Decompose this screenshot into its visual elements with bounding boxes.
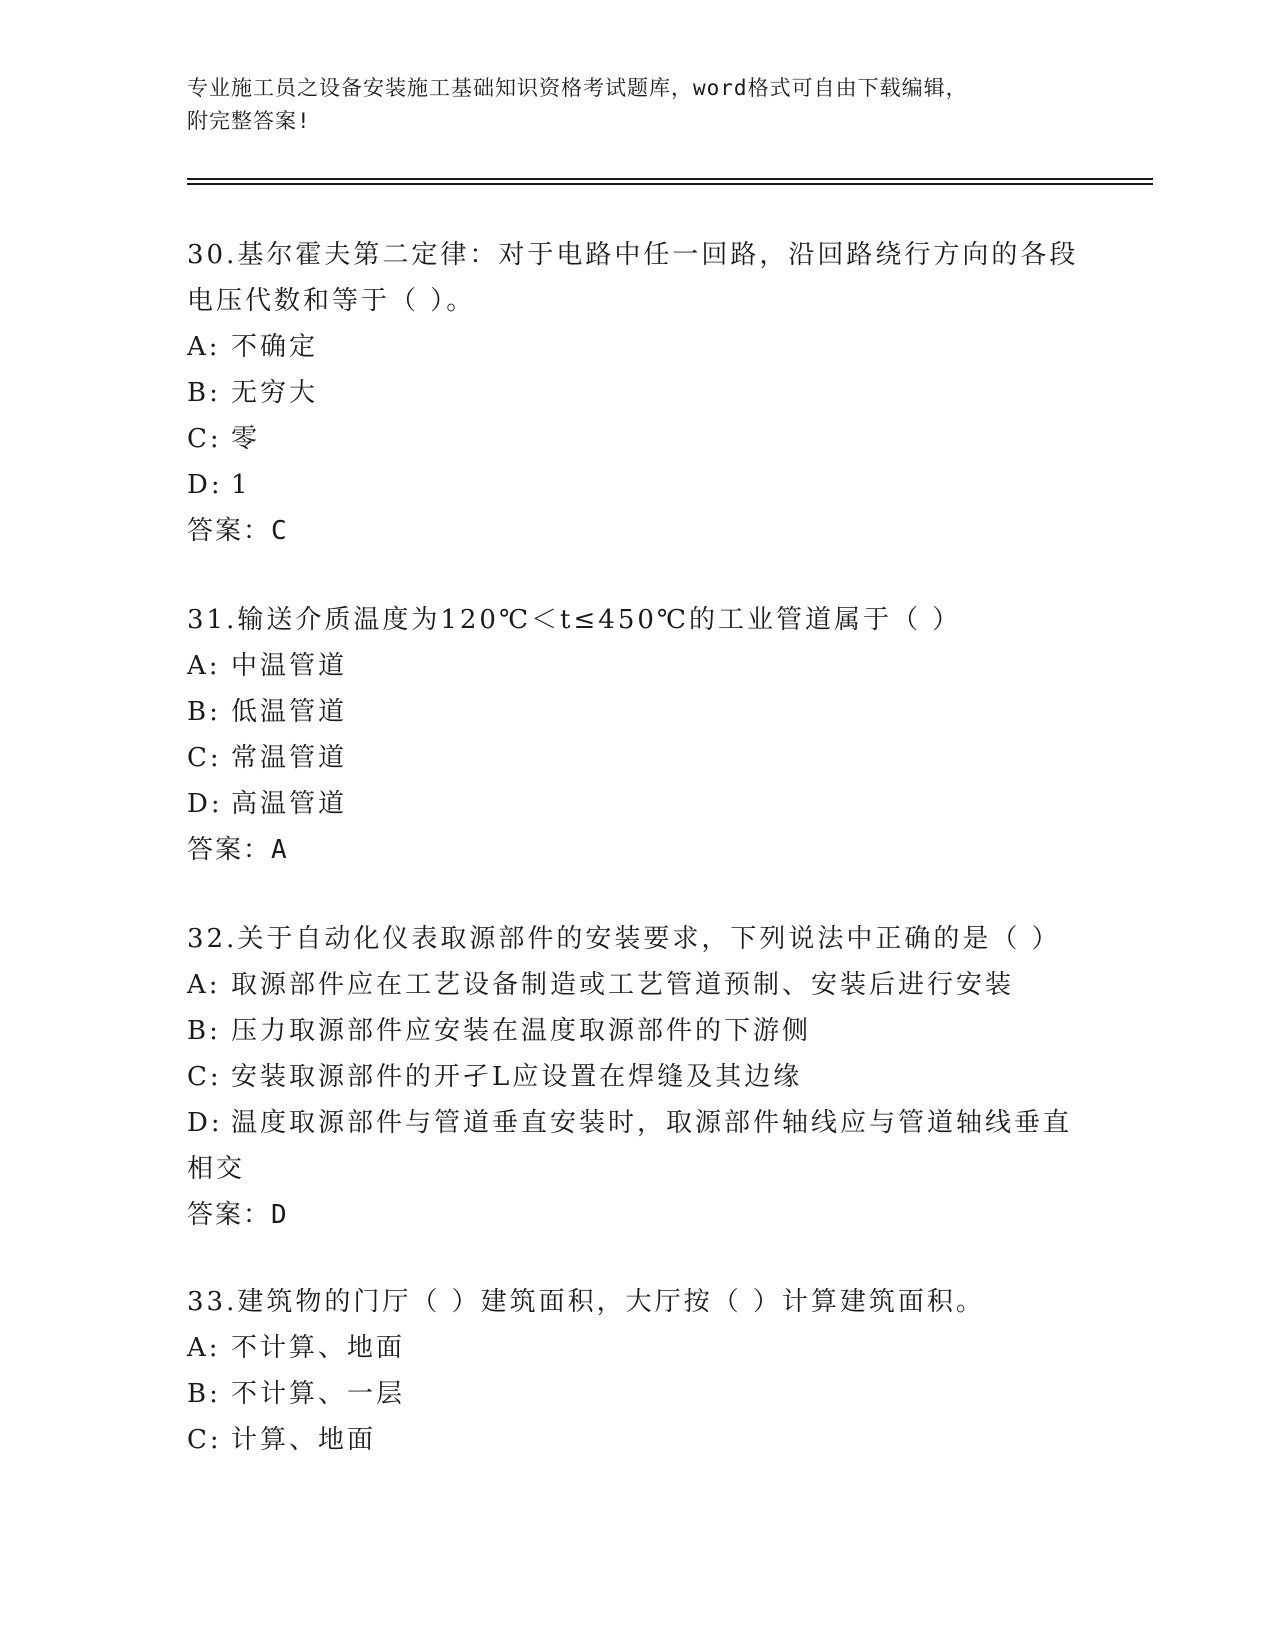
question-33 bbox=[187, 1279, 1087, 1463]
option-c bbox=[187, 416, 1087, 462]
option-text: 中温管道 bbox=[231, 651, 348, 681]
option-text: 不确定 bbox=[231, 332, 319, 362]
option-d-continuation: 相交 bbox=[187, 1154, 246, 1184]
option-letter: D: bbox=[187, 789, 223, 819]
option-letter: D: bbox=[187, 470, 223, 500]
option-d bbox=[187, 781, 1087, 827]
option-text: 计算、地面 bbox=[231, 1425, 377, 1455]
option-letter: A: bbox=[187, 332, 221, 362]
option-b bbox=[187, 1371, 1087, 1417]
option-text: 压力取源部件应安装在温度取源部件的下游侧 bbox=[231, 1016, 812, 1046]
option-text: 不计算、地面 bbox=[231, 1333, 406, 1363]
option-text: 低温管道 bbox=[231, 697, 348, 727]
option-letter: B: bbox=[187, 378, 221, 408]
option-letter: C: bbox=[187, 424, 222, 454]
option-text: 高温管道 bbox=[231, 789, 348, 819]
option-c bbox=[187, 1054, 1087, 1100]
option-c bbox=[187, 1417, 1087, 1463]
option-text: 安装取源部件的开孑L应设置在焊缝及其边缘 bbox=[231, 1062, 803, 1092]
question-31 bbox=[187, 597, 1087, 873]
option-text: 温度取源部件与管道垂直安装时，取源部件轴线应与管道轴线垂直 bbox=[231, 1108, 1073, 1138]
header-divider-bottom bbox=[187, 183, 1153, 185]
answer-label: 答案：D bbox=[187, 1200, 289, 1230]
document-header bbox=[187, 72, 1087, 138]
option-letter: B: bbox=[187, 1379, 221, 1409]
question-30 bbox=[187, 232, 1087, 554]
option-letter: B: bbox=[187, 1016, 221, 1046]
option-letter: A: bbox=[187, 970, 221, 1000]
option-b bbox=[187, 689, 1087, 735]
answer-label: 答案：C bbox=[187, 516, 289, 546]
option-letter: A: bbox=[187, 651, 221, 681]
answer-label: 答案：A bbox=[187, 835, 289, 865]
question-stem: 32.关于自动化仪表取源部件的安装要求，下列说法中正确的是（ ） bbox=[187, 924, 1061, 954]
option-b bbox=[187, 370, 1087, 416]
option-b bbox=[187, 1008, 1087, 1054]
option-a bbox=[187, 324, 1087, 370]
option-d bbox=[187, 462, 1087, 508]
option-text: 常温管道 bbox=[231, 743, 348, 773]
option-d bbox=[187, 1100, 1087, 1146]
option-letter: C: bbox=[187, 1425, 222, 1455]
option-text: 1 bbox=[231, 470, 251, 500]
header-divider-top bbox=[187, 178, 1153, 180]
question-stem: 30.基尔霍夫第二定律：对于电路中任一回路，沿回路绕行方向的各段 bbox=[187, 240, 1079, 270]
option-a bbox=[187, 962, 1087, 1008]
option-letter: C: bbox=[187, 1062, 222, 1092]
option-c bbox=[187, 735, 1087, 781]
question-stem: 31.输送介质温度为120℃＜t≤450℃的工业管道属于（ ） bbox=[187, 605, 962, 635]
option-text: 无穷大 bbox=[231, 378, 319, 408]
option-text: 取源部件应在工艺设备制造或工艺管道预制、安装后进行安装 bbox=[231, 970, 1015, 1000]
question-stem: 电压代数和等于（ ）。 bbox=[187, 286, 476, 316]
option-a bbox=[187, 643, 1087, 689]
question-stem: 33.建筑物的门厅（ ）建筑面积，大厅按（ ）计算建筑面积。 bbox=[187, 1287, 985, 1317]
option-text: 零 bbox=[231, 424, 261, 454]
question-32 bbox=[187, 916, 1087, 1238]
option-letter: A: bbox=[187, 1333, 221, 1363]
option-letter: C: bbox=[187, 743, 222, 773]
option-letter: D: bbox=[187, 1108, 223, 1138]
header-line-2: 附完整答案! bbox=[187, 109, 311, 133]
option-a bbox=[187, 1325, 1087, 1371]
header-line-1: 专业施工员之设备安装施工基础知识资格考试题库，word格式可自由下载编辑， bbox=[187, 76, 968, 100]
option-letter: B: bbox=[187, 697, 221, 727]
option-text: 不计算、一层 bbox=[231, 1379, 406, 1409]
